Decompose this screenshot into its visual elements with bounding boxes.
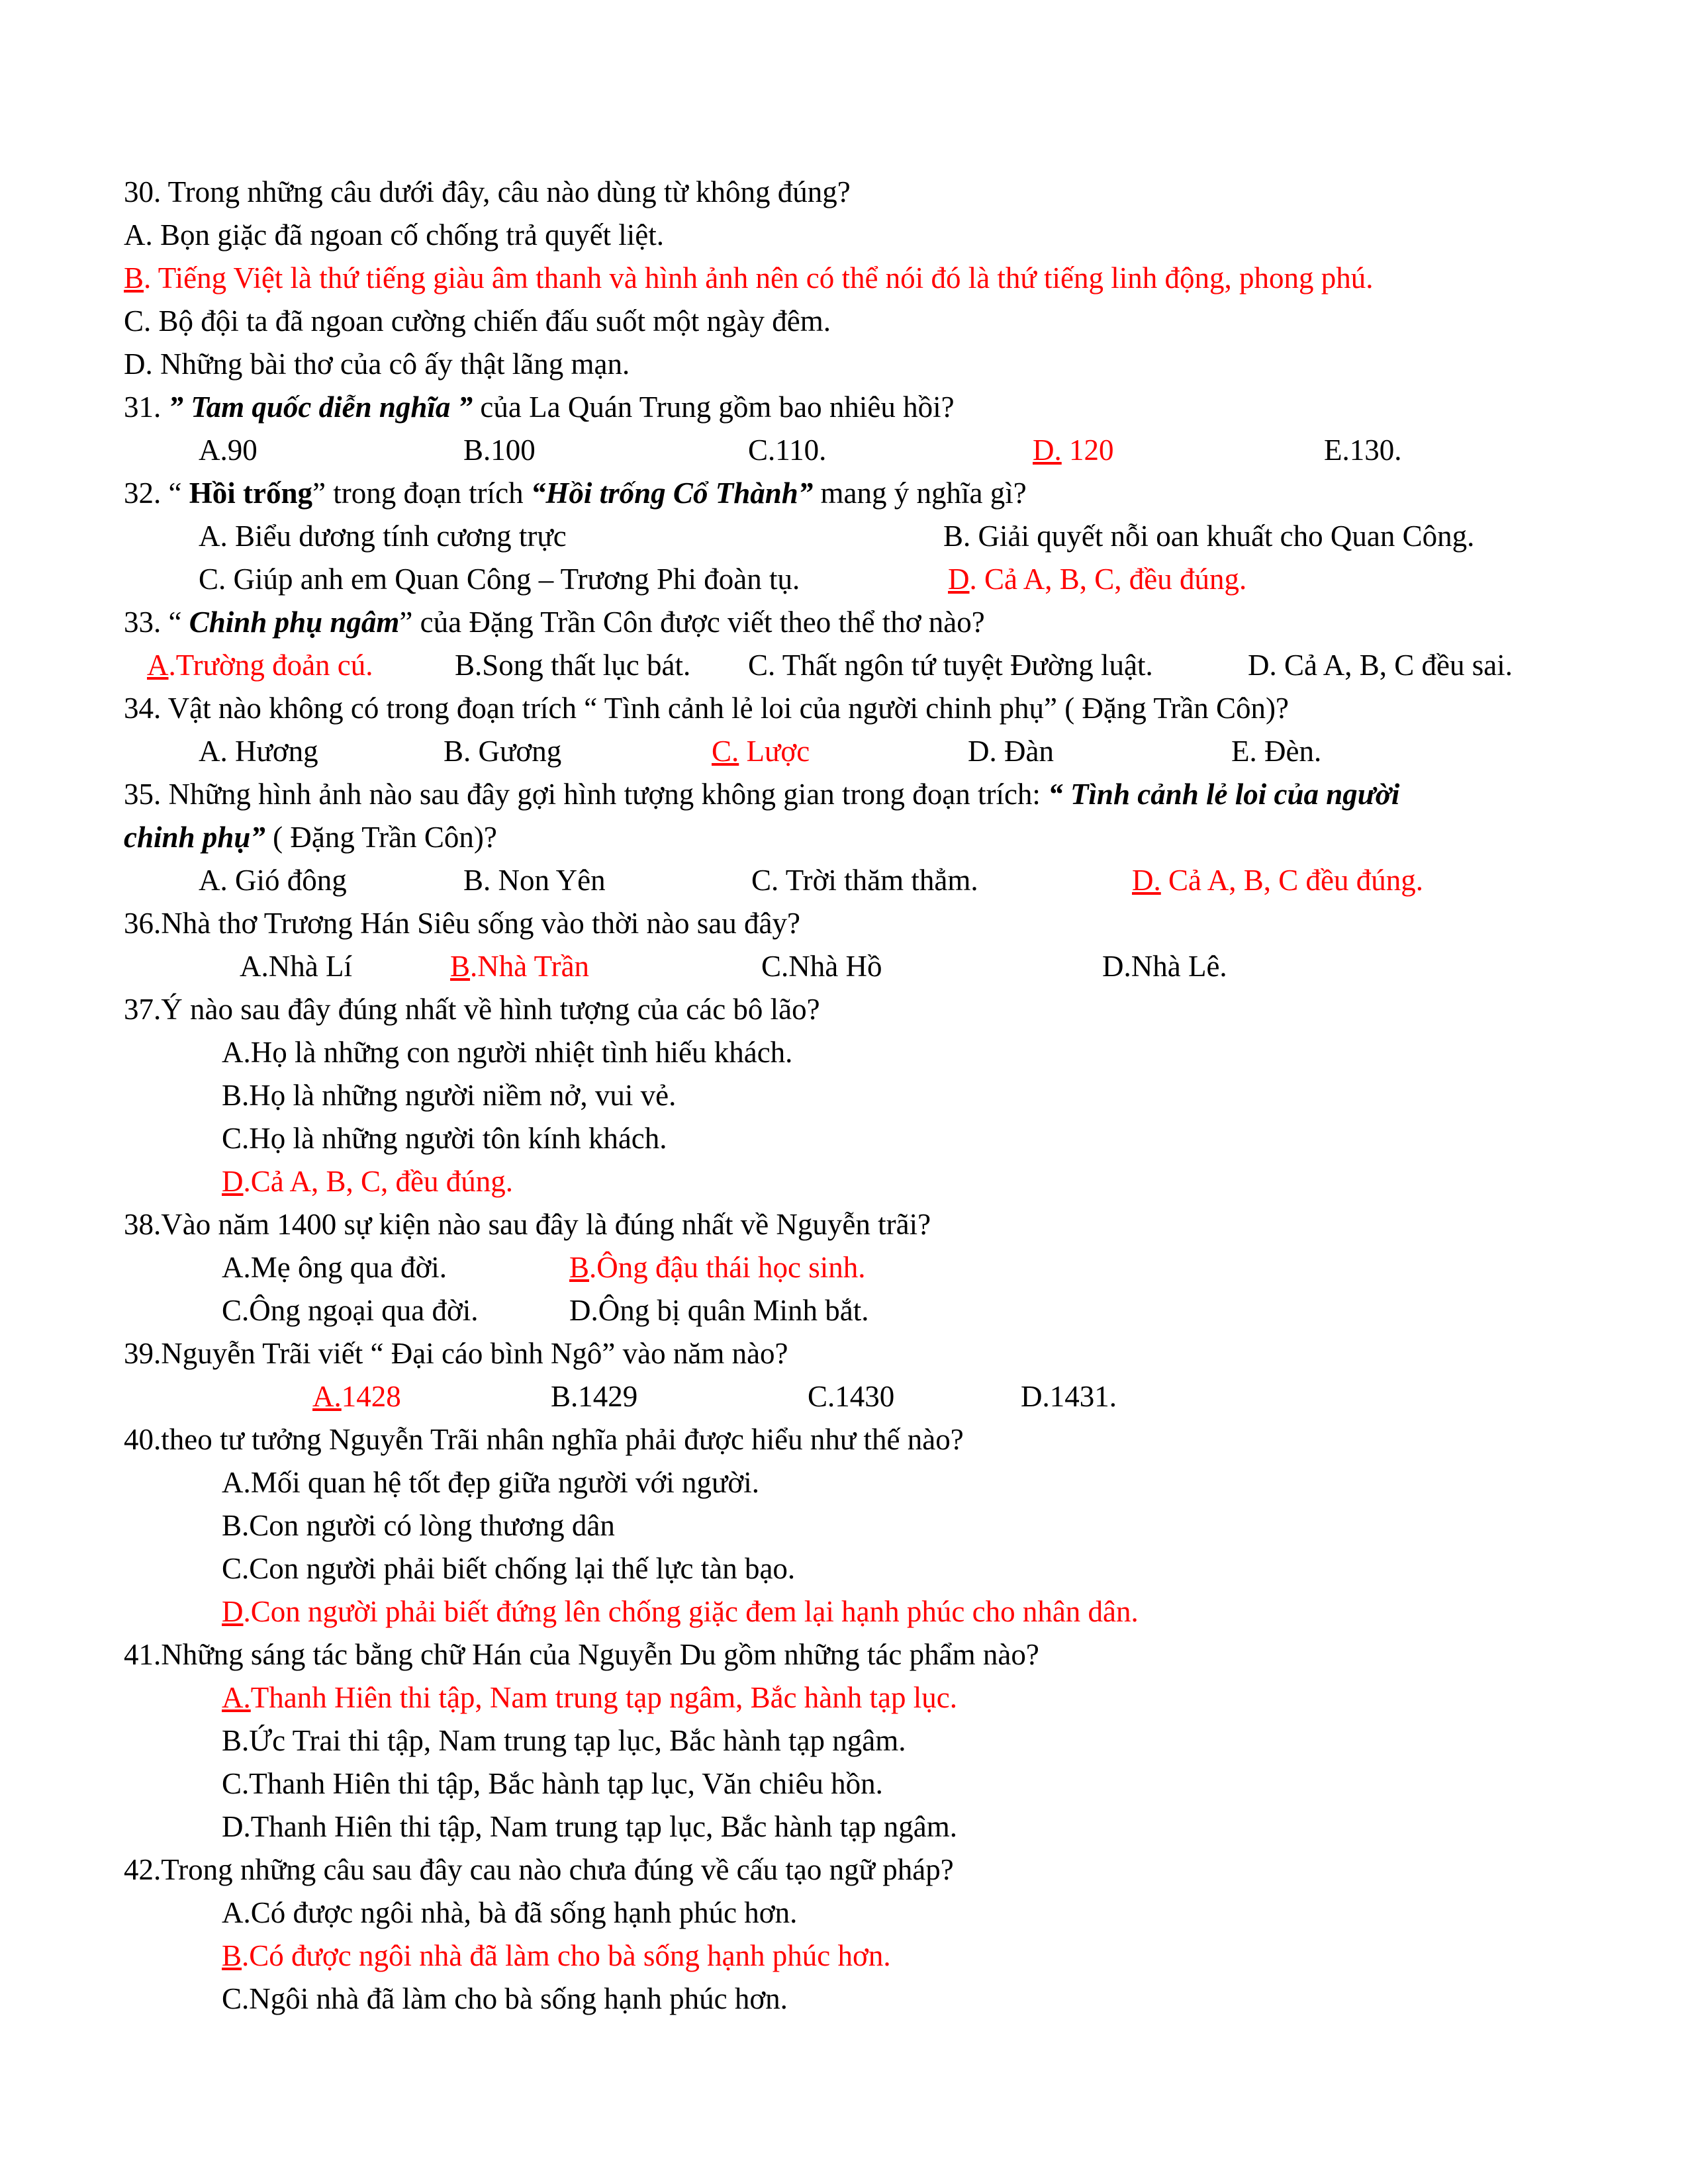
question-34: 34. Vật nào không có trong đoạn trích “ Tình cảnh lẻ loi của người chinh phụ” ( Đặng Trần Côn)? [124,692,1289,725]
q35-option-a: A. Gió đông [199,864,347,897]
answer-text: .Con người phải biết đứng lên chống giặc đem lại hạnh phúc cho nhân dân. [243,1595,1139,1628]
answer-text: .Trường đoản cú. [168,649,373,682]
q34-option-e: E. Đèn. [1231,735,1322,768]
q42-option-c: C.Ngôi nhà đã làm cho bà sống hạnh phúc hơn. [222,1982,788,2015]
question-text: ” của Đặng Trần Côn được viết theo thể thơ nào? [399,606,985,639]
answer-letter: D. [1033,433,1062,467]
q41-option-a-answer [222,1678,957,1717]
q31-option-b: B.100 [463,433,536,467]
answer-text: Cả A, B, C đều đúng. [1160,864,1424,897]
question-text: ” trong đoạn trích [312,477,531,510]
q37-option-d-answer [222,1161,513,1201]
q34-option-a: A. Hương [199,735,318,768]
q41-option-b: B.Ức Trai thi tập, Nam trung tạp lục, Bắc hành tạp ngâm. [222,1724,906,1757]
answer-letter: A. [222,1681,251,1714]
q34-option-d: D. Đàn [968,735,1054,768]
answer-text: .Cả A, B, C, đều đúng. [243,1165,514,1198]
q32-option-c: C. Giúp anh em Quan Công – Trương Phi đoàn tụ. [199,563,800,596]
question-30: 30. Trong những câu dưới đây, câu nào dùng từ không đúng? [124,175,851,208]
q39-option-d: D.1431. [1021,1380,1117,1413]
answer-letter: D. [1132,864,1161,897]
q36-option-a: A.Nhà Lí [240,950,352,983]
q31-option-a: A.90 [199,433,258,467]
question-40: 40.theo tư tưởng Nguyễn Trãi nhân nghĩa phải được hiểu như thế nào? [124,1423,964,1456]
q32-option-d-answer [948,559,1246,599]
q30-option-a: A. Bọn giặc đã ngoan cố chống trả quyết liệt. [124,218,665,251]
q33-options [147,645,1570,685]
q37-option-c: C.Họ là những người tôn kính khách. [222,1122,667,1155]
q31-option-e: E.130. [1324,433,1402,467]
q39-option-b: B.1429 [551,1380,638,1413]
q34-options [199,731,1390,771]
work-title: “ Tình cảnh lẻ loi của người [1048,778,1400,811]
answer-letter: B [222,1939,242,1972]
answer-letter: A [147,649,169,682]
q31-option-c: C.110. [748,433,827,467]
q40-option-d-answer [222,1592,1139,1631]
q36-options [240,946,1299,986]
answer-text: Lược [739,735,810,768]
q35-option-c: C. Trời thăm thẳm. [751,864,978,897]
q42-option-a: A.Có được ngôi nhà, bà đã sống hạnh phúc hơn. [222,1896,798,1929]
q40-option-b: B.Con người có lòng thương dân [222,1509,615,1542]
answer-letter: C. [712,735,739,768]
work-title: ” Tam quốc diễn nghĩa ” [161,390,481,424]
question-text: 35. Những hình ảnh nào sau đây gợi hình tượng không gian trong đoạn trích: [124,778,1049,811]
answer-letter: A. [312,1380,342,1413]
question-41: 41.Những sáng tác bằng chữ Hán của Nguyễn Du gồm những tác phẩm nào? [124,1638,1039,1671]
q38-option-a: A.Mẹ ông qua đời. [222,1251,447,1284]
q35-options [199,860,1489,900]
answer-text: 1428 [341,1380,401,1413]
work-title-cont: chinh phụ” [124,821,265,854]
answer-letter: B [124,261,144,295]
answer-text: Thanh Hiên thi tập, Nam trung tạp ngâm, Bắc hành tạp lục. [250,1681,957,1714]
q42-option-b-answer [222,1936,891,1976]
q33-option-b: B.Song thất lục bát. [455,649,691,682]
answer-text: .Có được ngôi nhà đã làm cho bà sống hạnh phúc hơn. [242,1939,891,1972]
question-text-cont: ( Đặng Trần Côn)? [265,821,497,854]
q35-option-b: B. Non Yên [463,864,606,897]
question-33 [124,602,985,642]
answer-text: 120 [1061,433,1114,467]
q39-options [312,1377,1239,1416]
answer-text: . Tiếng Việt là thứ tiếng giàu âm thanh và hình ảnh nên có thể nói đó là thứ tiếng linh động, phong phú. [144,261,1374,295]
work-title: Chinh phụ ngâm [189,606,400,639]
question-37: 37.Ý nào sau đây đúng nhất về hình tượng của các bô lão? [124,993,820,1026]
q39-option-a-answer [312,1377,401,1416]
question-35 [124,774,1399,814]
question-35-cont [124,817,497,857]
answer-letter: D [222,1595,244,1628]
q31-option-d-answer [1033,430,1114,470]
q36-option-d: D.Nhà Lê. [1102,950,1227,983]
q38-option-b-answer [569,1248,865,1287]
q33-option-a-answer [147,645,373,685]
answer-letter: B [450,950,471,983]
q34-option-c-answer [712,731,810,771]
q40-option-a: A.Mối quan hệ tốt đẹp giữa người với người. [222,1466,759,1499]
q34-option-b: B. Gương [444,735,562,768]
q30-option-d: D. Những bài thơ của cô ấy thật lãng mạn. [124,347,630,381]
q38-option-d: D.Ông bị quân Minh bắt. [569,1294,869,1327]
work-title-2: “Hồi trống Cổ Thành” [530,477,814,510]
answer-text: .Nhà Trần [470,950,590,983]
q41-option-d: D.Thanh Hiên thi tập, Nam trung tạp lục, Bắc hành tạp ngâm. [222,1810,957,1843]
q30-option-b-answer [124,258,1374,298]
answer-text: . Cả A, B, C, đều đúng. [969,563,1247,596]
question-number: 33. “ [124,606,189,639]
answer-letter: D [222,1165,244,1198]
work-title: Hồi trống [189,477,312,510]
question-number: 32. “ [124,477,189,510]
q32-option-b: B. Giải quyết nỗi oan khuất cho Quan Công. [943,520,1475,553]
q33-option-c: C. Thất ngôn tứ tuyệt Đường luật. [748,649,1153,682]
q39-option-c: C.1430 [808,1380,895,1413]
question-31 [124,387,955,427]
question-32 [124,473,1027,513]
q31-options [199,430,1523,470]
question-text: của La Quán Trung gồm bao nhiêu hồi? [480,390,955,424]
question-42: 42.Trong những câu sau đây cau nào chưa đúng về cấu tạo ngữ pháp? [124,1853,954,1886]
q36-option-c: C.Nhà Hồ [761,950,882,983]
answer-text: .Ông đậu thái học sinh. [589,1251,866,1284]
question-number: 31. [124,390,162,424]
q37-option-b: B.Họ là những người niềm nở, vui vẻ. [222,1079,677,1112]
q32-option-a: A. Biểu dương tính cương trực [199,520,567,553]
q36-option-b-answer [450,946,589,986]
answer-letter: D [948,563,970,596]
question-36: 36.Nhà thơ Trương Hán Siêu sống vào thời nào sau đây? [124,907,800,940]
q38-option-c: C.Ông ngoại qua đời. [222,1294,479,1327]
answer-letter: B [569,1251,590,1284]
q37-option-a: A.Họ là những con người nhiệt tình hiếu khách. [222,1036,793,1069]
q33-option-d: D. Cả A, B, C đều sai. [1248,649,1513,682]
q35-option-d-answer [1132,860,1423,900]
q40-option-c: C.Con người phải biết chống lại thế lực tàn bạo. [222,1552,796,1585]
question-39: 39.Nguyễn Trãi viết “ Đại cáo bình Ngô” vào năm nào? [124,1337,788,1370]
question-38: 38.Vào năm 1400 sự kiện nào sau đây là đúng nhất về Nguyễn trãi? [124,1208,931,1241]
question-text-2: mang ý nghĩa gì? [813,477,1027,510]
q41-option-c: C.Thanh Hiên thi tập, Bắc hành tạp lục, Văn chiêu hồn. [222,1767,883,1800]
q30-option-c: C. Bộ đội ta đã ngoan cường chiến đấu suốt một ngày đêm. [124,304,831,338]
